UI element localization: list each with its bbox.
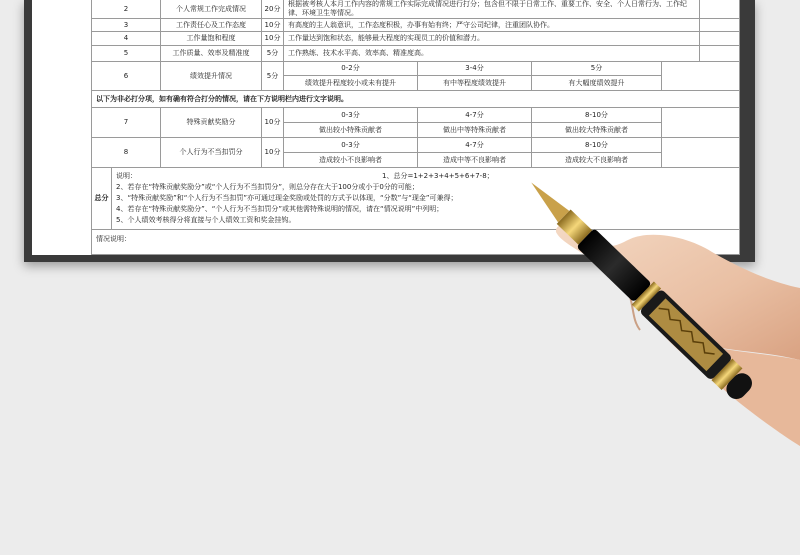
note-1: 1、总分=1+2+3+4+5+6+7-8； [382,172,494,180]
row-6-score: 5分 [262,62,284,91]
row-3-desc: 有高度的主人翁意识，工作态度积极，办事有始有终；严守公司纪律，注重团队协作。 [284,19,700,32]
row-8-label-1: 造成较小不良影响者 [284,153,418,168]
row-8-label-2: 造成中等不良影响者 [418,153,532,168]
row-4-item: 工作量饱和程度 [161,32,262,46]
row-8-range-3: 8-10分 [532,138,662,153]
row-8-score: 10分 [262,138,284,168]
row-6-range-2: 3-4分 [418,62,532,76]
row-3-no: 3 [92,19,161,32]
note-heading: 说明： [116,172,137,180]
row-8-range-2: 4-7分 [418,138,532,153]
note-4: 4、若存在“特殊贡献奖励分”、“个人行为不当扣罚分”或其他需特殊说明的情况，请在“情况说明”中列明； [116,205,444,213]
row-7-no: 7 [92,108,161,138]
row-7-label-2: 做出中等特殊贡献者 [418,123,532,138]
note-2: 2、若存在“特殊贡献奖励分”或“个人行为不当扣罚分”，则总分存在大于100分或小于0分的可能； [116,183,419,191]
row-6-label-3: 有大幅度绩效提升 [532,76,662,91]
row-5-score: 5分 [262,46,284,62]
row-3-score: 10分 [262,19,284,32]
row-7-label-1: 做出较小特殊贡献者 [284,123,418,138]
row-7-item: 特殊贡献奖励分 [161,108,262,138]
row-6-no: 6 [92,62,161,91]
row-6-label-1: 绩效提升程度较小或未有提升 [284,76,418,91]
row-6-item: 绩效提升情况 [161,62,262,91]
row-6-range-3: 5分 [532,62,662,76]
row-3-item: 工作责任心及工作态度 [161,19,262,32]
row-4-no: 4 [92,32,161,46]
row-7-range-2: 4-7分 [418,108,532,123]
row-2-score: 20分 [262,0,284,19]
row-4-desc: 工作量达到饱和状态，能够最大程度的实现员工的价值和潜力。 [284,32,700,46]
row-7-label-3: 做出较大特殊贡献者 [532,123,662,138]
row-7-score: 10分 [262,108,284,138]
optional-items-notice: 以下为非必打分项，如有确有符合打分的情况，请在下方说明栏内进行文字说明。 [92,91,740,108]
note-3: 3、“特殊贡献奖励”和“个人行为不当扣罚”亦可通过现金奖励或处罚的方式予以体现，“分数”与“现金”可兼得； [116,194,458,202]
row-5-no: 5 [92,46,161,62]
row-6-label-2: 有中等程度绩效提升 [418,76,532,91]
row-2-no: 2 [92,0,161,19]
row-2-item: 个人常规工作完成情况 [161,0,262,19]
situation-label: 情况说明： [96,235,131,243]
row-5-desc: 工作熟练、技术水平高、效率高、精准度高。 [284,46,700,62]
row-8-label-3: 造成较大不良影响者 [532,153,662,168]
row-8-range-1: 0-3分 [284,138,418,153]
row-2-desc: 根据被考核人本月工作内容的常规工作实际完成情况进行打分；包含但不限于日常工作、重要工作、安全、个人日常行为、工作纪律、环境卫生等情况。 [284,0,700,19]
note-5: 5、个人绩效考核得分将直接与个人绩效工资和奖金挂钩。 [116,216,296,224]
row-8-no: 8 [92,138,161,168]
row-5-item: 工作质量、效率及精准度 [161,46,262,62]
total-label: 总分 [92,168,112,230]
row-6-range-1: 0-2分 [284,62,418,76]
row-4-score: 10分 [262,32,284,46]
row-7-range-3: 8-10分 [532,108,662,123]
row-7-range-1: 0-3分 [284,108,418,123]
row-8-item: 个人行为不当扣罚分 [161,138,262,168]
